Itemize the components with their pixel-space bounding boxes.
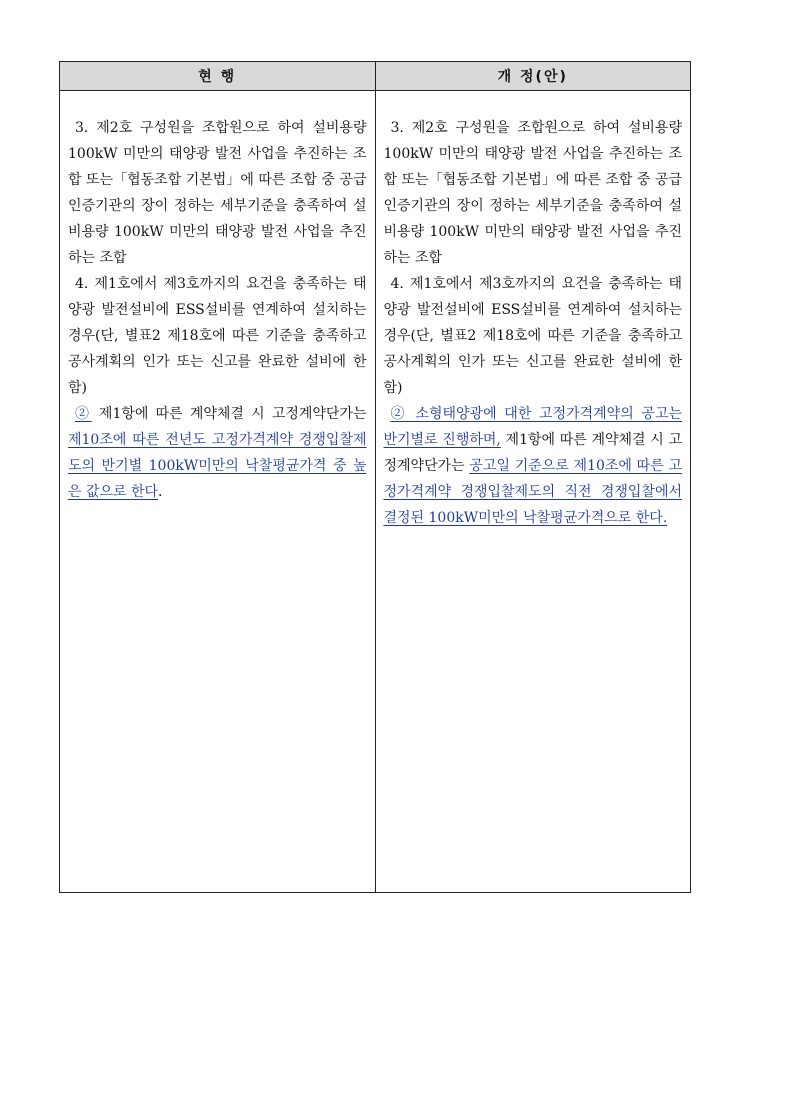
table-body-row: [60, 91, 690, 893]
revised-para2-underlined-1: ② 소형태양광에 대한 고정가격계약의 공고는 반기별로 진행하며,: [383, 406, 682, 448]
header-current: 현 행: [198, 69, 237, 85]
current-para2-end: .: [158, 484, 163, 500]
revised-item-3: 3. 제2호 구성원을 조합원으로 하여 설비용량 100kW 미만의 태양광 발전 사업을 추진하는 조합 또는「협동조합 기본법」에 따른 조합 중 공급인증기관의 장이 정하는 세부기준을 충족하여 설비용량 100kW 미만의 태양광 발전 사업을 추진하는 조합: [383, 120, 682, 266]
revised-para2-underlined-2: 공고일 기준으로 제10조에 따른 고정가격계약 경쟁입찰제도의 직전 경쟁입찰에서 결정된 100kW미만의 낙찰평균가격으로 한다.: [383, 458, 682, 526]
comparison-table: [59, 61, 691, 893]
current-para2-number: ②: [75, 406, 92, 422]
revised-paragraph-2: [384, 401, 683, 531]
current-paragraph-2: [68, 401, 367, 505]
header-revised: 개 정(안): [375, 62, 691, 90]
table-header-row: [60, 62, 690, 91]
revised-para2-text: 제1항에 따른 계약체결 시 고정계약단가는: [383, 432, 683, 474]
current-item-4: 4. 제1호에서 제3호까지의 요건을 충족하는 태양광 발전설비에 ESS설비를 연계하여 설치하는 경우(단, 별표2 제18호에 따른 기준을 충족하고 공사계획의 인가 또는 신고를 완료한 설비에 한함): [68, 276, 367, 396]
revised-item-4: 4. 제1호에서 제3호까지의 요건을 충족하는 태양광 발전설비에 ESS설비를 연계하여 설치하는 경우(단, 별표2 제18호에 따른 기준을 충족하고 공사계획의 인가 또는 신고를 완료한 설비에 한함): [383, 276, 682, 396]
current-para2-underlined: 제10조에 따른 전년도 고정가격계약 경쟁입찰제도의 반기별 100kW미만의 낙찰평균가격 중 높은 값으로 한다: [68, 432, 367, 500]
current-item-3: 3. 제2호 구성원을 조합원으로 하여 설비용량 100kW 미만의 태양광 발전 사업을 추진하는 조합 또는「협동조합 기본법」에 따른 조합 중 공급인증기관의 장이 정하는 세부기준을 충족하여 설비용량 100kW 미만의 태양광 발전 사업을 추진하는 조합: [68, 120, 367, 266]
current-para2-text: 제1항에 따른 계약체결 시 고정계약단가는: [91, 406, 367, 422]
revised-column: [375, 91, 691, 893]
current-column: [60, 91, 375, 893]
